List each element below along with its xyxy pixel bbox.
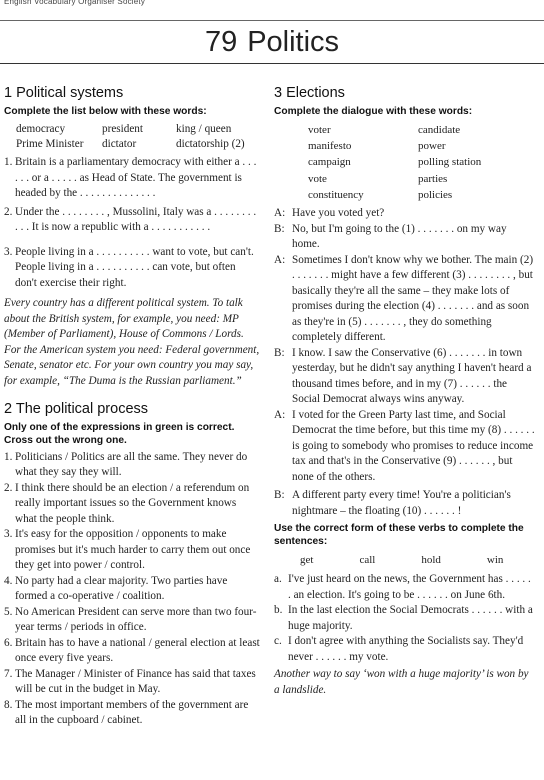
dialogue-line: B: A different party every time! You're a politician's nightmare – the floating (10) . . . . . . !: [274, 489, 511, 517]
section3-heading: 3 Elections: [274, 85, 345, 101]
word: manifesto: [308, 140, 352, 153]
right-column: [274, 84, 536, 698]
verb: hold: [421, 554, 441, 567]
section2-item: 4. No party had a clear majority. Two parties have formed a co-operative / coalition.: [4, 574, 228, 603]
word: dictator: [102, 138, 137, 150]
word: Prime Minister: [16, 138, 84, 150]
sentence-item: a. I've just heard on the news, the Government has . . . . . . an election. It's going to be . . . . . . on June 6th.: [274, 573, 531, 601]
word: king / queen: [176, 123, 232, 135]
unit-number: 79: [204, 26, 238, 58]
word: parties: [418, 172, 448, 185]
section1-item: 3. People living in a . . . . . . . . . . want to vote, but can't. People living in a . . . . . . . . . . can vote, but often don't exercise their right.: [4, 245, 254, 289]
page-title: [0, 26, 544, 59]
section3-tip: Another way to say ‘won with a huge majority’ is won by a landslide.: [274, 668, 529, 696]
word: president: [102, 123, 144, 135]
section3-instruction: Complete the dialogue with these words:: [274, 106, 473, 117]
word: campaign: [308, 156, 351, 169]
word: policies: [418, 188, 453, 201]
left-column: [4, 84, 260, 729]
section2-item: 1. Politicians / Politics are all the same. They never do what they say they will.: [4, 450, 248, 479]
section1-tip: Every country has a different political system. To talk about the British system, for example, you need: MP (Member of Parliament), House of Commons / Lords. For the American system you need: Federal government, Senate, senator etc. For your own country you may say, for example, “The Duma is the Russian parliament.”: [4, 297, 260, 387]
section2-heading: 2 The political process: [4, 400, 149, 417]
word: dictatorship (2): [176, 138, 245, 150]
word: voter: [308, 124, 331, 136]
word: constituency: [308, 188, 364, 201]
unit-title: Politics: [247, 26, 340, 58]
sentence-item: c. I don't agree with anything the Socialists say. They'd never . . . . . . my vote.: [274, 635, 524, 663]
section1-instruction: Complete the list below with these words:: [4, 106, 207, 117]
dialogue-line: B: I know. I saw the Conservative (6) . . . . . . . in town yesterday, but he didn't say anything I haven't heard a thousand times before, and in my (7) . . . . . . the Social Democrat always wins anyway.: [274, 346, 532, 406]
sentence-item: b. In the last election the Social Democrats . . . . . . with a huge majority.: [274, 604, 533, 632]
dialogue-line: A: I voted for the Green Party last time, and Social Democrat the time before, but this time my (8) . . . . . . is going to somebody who promises to reduce income tax and that's in the Conservative (9) . . . . . . , but none of the others.: [274, 408, 535, 483]
word: candidate: [418, 124, 461, 136]
section1-item: 1. Britain is a parliamentary democracy with either a . . . . . . or a . . . . . as Head of State. The government is headed by the . . . . . . . . . . . . . .: [4, 156, 257, 199]
verb-list: [300, 554, 536, 566]
dialogue-line: A: Sometimes I don't know why we bother. The main (2) . . . . . . . might have a few different (3) . . . . . . . . , but basically they're all the same – they make lots of promises during the election (4) . . . . . . . and as soon as they're in (5) . . . . . . . , they do something completely different.: [274, 253, 534, 344]
dialogue: [274, 206, 536, 519]
section1-heading: 1 Political systems: [4, 85, 124, 101]
section3-instruction-verbs: Use the correct form of these verbs to complete the sentences:: [274, 523, 524, 548]
section2-item: 2. I think there should be an election / a referendum on really important issues so the Government knows what the people think.: [4, 481, 250, 525]
verb: call: [359, 554, 376, 567]
word: vote: [308, 172, 327, 185]
running-head: English Vocabulary Organiser Society: [4, 0, 146, 6]
top-divider: [0, 20, 544, 21]
section2-item: 5. No American President can serve more than two four-year terms / periods in office.: [4, 605, 257, 634]
section2-item: 7. The Manager / Minister of Finance has said that taxes will be cut in the budget in May.: [4, 667, 256, 696]
section3-word-list: [308, 122, 536, 203]
word: democracy: [16, 123, 66, 135]
section2-item: 6. Britain has to have a national / general election at least once every five years.: [4, 636, 260, 665]
section2-item: 8. The most important members of the government are all in the cupboard / cabinet.: [4, 698, 249, 727]
dialogue-line: B: No, but I'm going to the (1) . . . . . . . on my way home.: [274, 222, 507, 251]
word: polling station: [418, 156, 482, 169]
section1-word-list: [16, 122, 260, 152]
section2-instruction: Only one of the expressions in green is correct. Cross out the wrong one.: [4, 421, 235, 446]
verb: win: [486, 554, 504, 567]
section2-items: [4, 450, 260, 729]
word: power: [418, 140, 446, 153]
section1-item: 2. Under the . . . . . . . . , Mussolini, Italy was a . . . . . . . . . . . It is now a republic with a . . . . . . . . . . .: [4, 205, 257, 233]
dialogue-line: A: Have you voted yet?: [274, 207, 385, 220]
section2-item: 3. It's easy for the opposition / opponents to make promises but it's much harder to carry them out once they get into power / control.: [4, 528, 251, 572]
verb: get: [300, 554, 314, 567]
verb-sentences: [274, 572, 536, 665]
title-underline: [0, 63, 544, 64]
